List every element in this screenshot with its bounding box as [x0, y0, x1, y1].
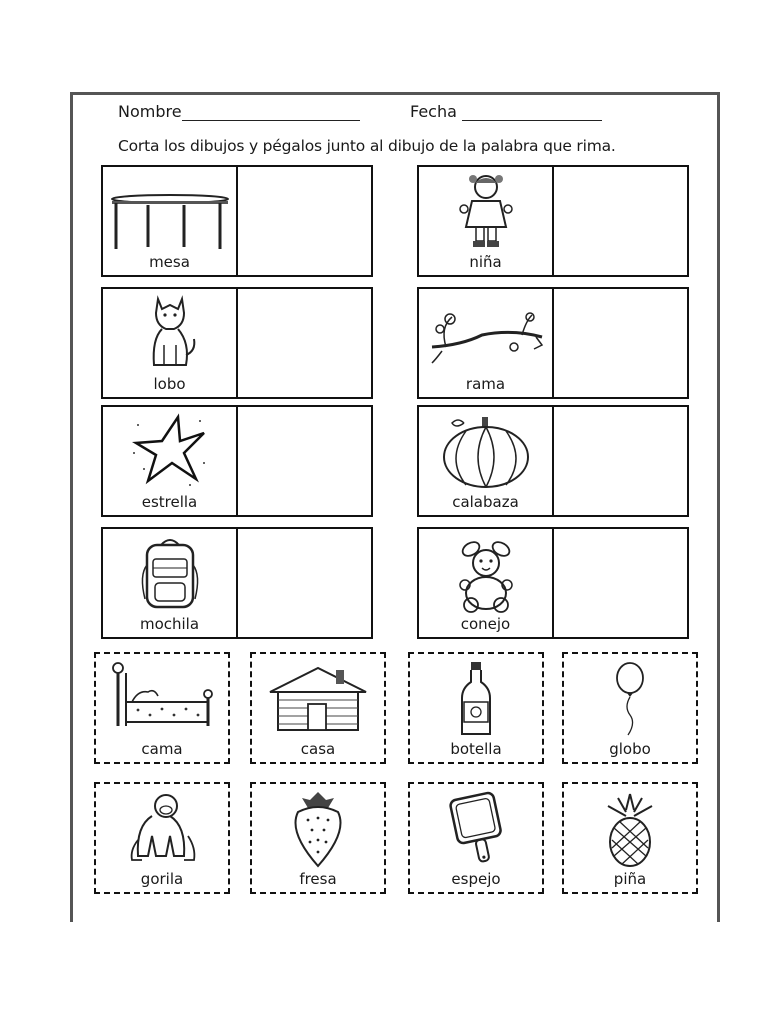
name-label: Nombre	[118, 102, 182, 121]
pair-word: niña	[469, 253, 502, 271]
picture-cell	[103, 167, 238, 275]
strawberry-icon	[252, 790, 384, 868]
pair-box-nina	[417, 165, 689, 277]
branch-icon	[419, 307, 552, 365]
pair-box-conejo	[417, 527, 689, 639]
bed-icon	[96, 660, 228, 730]
picture-cell	[419, 407, 554, 515]
cutout-word: piña	[613, 870, 647, 888]
pair-box-mesa	[101, 165, 373, 277]
balloon-icon	[564, 660, 696, 738]
pair-word: calabaza	[452, 493, 519, 511]
paste-area[interactable]	[554, 289, 687, 397]
name-field[interactable]	[118, 102, 360, 121]
cutout-word: cama	[141, 740, 183, 758]
pair-word: lobo	[153, 375, 186, 393]
picture-cell	[419, 529, 554, 637]
cutout-card-gorila[interactable]	[94, 782, 230, 894]
name-line	[182, 104, 360, 121]
cutout-word: fresa	[299, 870, 337, 888]
pumpkin-icon	[419, 413, 552, 491]
girl-icon	[419, 173, 552, 253]
cutout-card-cama[interactable]	[94, 652, 230, 764]
paste-area[interactable]	[238, 529, 371, 637]
pair-box-lobo	[101, 287, 373, 399]
table-icon	[103, 193, 236, 251]
cutout-word: casa	[300, 740, 336, 758]
paste-area[interactable]	[238, 407, 371, 515]
paste-area[interactable]	[554, 407, 687, 515]
cutout-word: espejo	[451, 870, 501, 888]
bottle-icon	[410, 660, 542, 738]
bunny-icon	[419, 535, 552, 615]
pair-box-estrella	[101, 405, 373, 517]
pair-word: conejo	[460, 615, 511, 633]
cutout-card-botella[interactable]	[408, 652, 544, 764]
cutout-card-globo[interactable]	[562, 652, 698, 764]
picture-cell	[103, 529, 238, 637]
instructions: Corta los dibujos y pégalos junto al dibujo de la palabra que rima.	[118, 137, 616, 155]
paste-area[interactable]	[238, 167, 371, 275]
date-label: Fecha	[410, 102, 457, 121]
star-icon	[103, 413, 236, 489]
mirror-icon	[410, 790, 542, 868]
cutout-card-fresa[interactable]	[250, 782, 386, 894]
pair-box-rama	[417, 287, 689, 399]
cutout-word: globo	[609, 740, 651, 758]
paste-area[interactable]	[238, 289, 371, 397]
pair-box-mochila	[101, 527, 373, 639]
backpack-icon	[103, 535, 236, 615]
picture-cell	[103, 289, 238, 397]
cutout-card-espejo[interactable]	[408, 782, 544, 894]
date-field[interactable]	[410, 102, 602, 121]
paste-area[interactable]	[554, 167, 687, 275]
picture-cell	[419, 167, 554, 275]
pair-word: mochila	[139, 615, 200, 633]
cutout-card-casa[interactable]	[250, 652, 386, 764]
pair-box-calabaza	[417, 405, 689, 517]
paste-area[interactable]	[554, 529, 687, 637]
wolf-icon	[103, 295, 236, 375]
cutout-card-pina[interactable]	[562, 782, 698, 894]
date-line	[462, 104, 602, 121]
picture-cell	[103, 407, 238, 515]
pair-word: mesa	[149, 253, 190, 271]
cutout-word: botella	[450, 740, 502, 758]
picture-cell	[419, 289, 554, 397]
pineapple-icon	[564, 792, 696, 868]
cutout-word: gorila	[140, 870, 184, 888]
pair-word: estrella	[141, 493, 198, 511]
gorilla-icon	[96, 790, 228, 868]
cabin-icon	[252, 664, 384, 732]
pair-word: rama	[465, 375, 506, 393]
